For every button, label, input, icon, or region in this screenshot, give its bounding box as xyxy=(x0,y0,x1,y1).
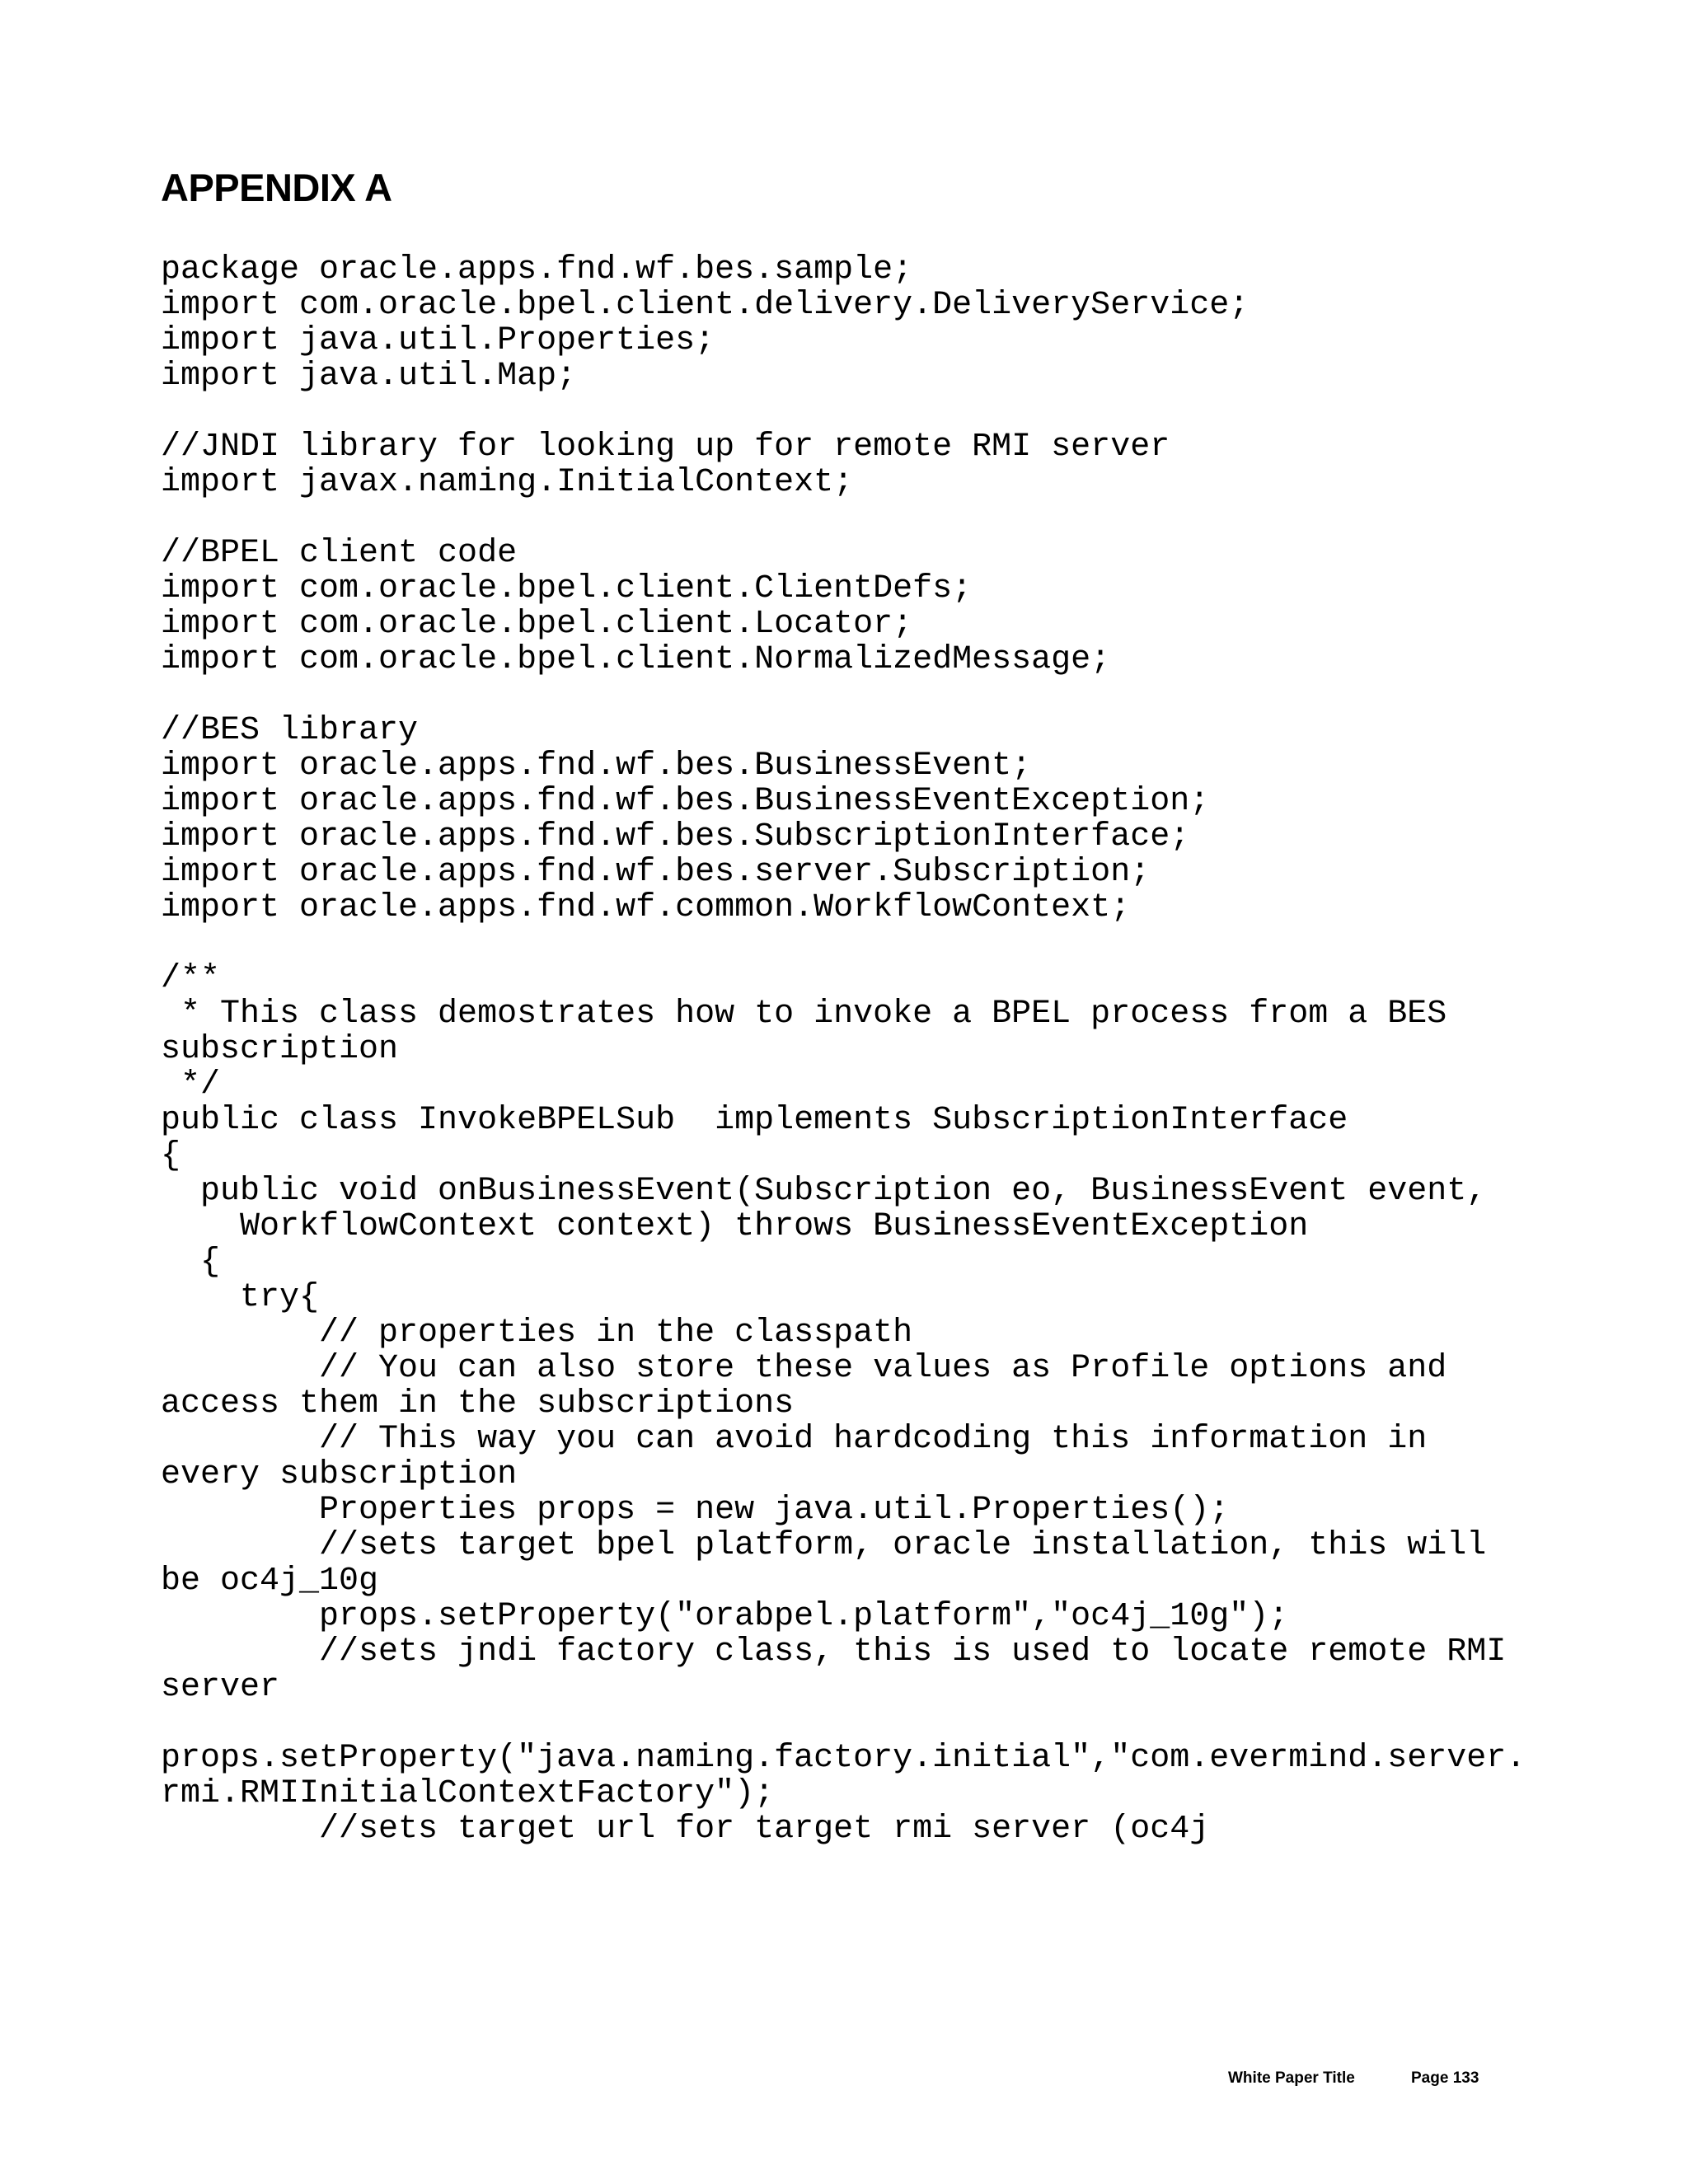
code-line: { xyxy=(161,1244,221,1281)
code-line: import com.oracle.bpel.client.delivery.DeliveryService; xyxy=(161,287,1250,324)
code-listing xyxy=(161,252,1526,1847)
code-line: // properties in the classpath xyxy=(161,1315,913,1352)
code-line: import oracle.apps.fnd.wf.bes.SubscriptionInterface; xyxy=(161,818,1190,855)
code-line: //JNDI library for looking up for remote RMI server xyxy=(161,429,1170,466)
code-line: every subscription xyxy=(161,1456,518,1493)
code-line: //sets target url for target rmi server (oc4j xyxy=(161,1811,1210,1848)
code-line: //BPEL client code xyxy=(161,535,518,572)
code-line: WorkflowContext context) throws BusinessEventException xyxy=(161,1208,1309,1245)
code-line: props.setProperty("java.naming.factory.initial","com.evermind.server. xyxy=(161,1740,1526,1777)
code-line xyxy=(161,1705,1526,1741)
code-line: //BES library xyxy=(161,712,419,749)
code-line: package oracle.apps.fnd.wf.bes.sample; xyxy=(161,251,913,288)
footer-page-number: Page 133 xyxy=(1411,2069,1479,2087)
code-line: //sets jndi factory class, this is used to locate remote RMI xyxy=(161,1633,1507,1671)
code-line: Properties props = new java.util.Properties(); xyxy=(161,1492,1230,1529)
code-line: import com.oracle.bpel.client.ClientDefs; xyxy=(161,570,973,607)
code-line: // You can also store these values as Profile options and xyxy=(161,1350,1447,1387)
appendix-heading: APPENDIX A xyxy=(161,166,392,209)
code-line: try{ xyxy=(161,1279,320,1316)
code-line: */ xyxy=(161,1066,221,1104)
code-line: import java.util.Map; xyxy=(161,358,577,395)
code-line: import oracle.apps.fnd.wf.bes.server.Subscription; xyxy=(161,854,1151,891)
code-line xyxy=(161,500,1526,536)
code-line: public void onBusinessEvent(Subscription eo, BusinessEvent event, xyxy=(161,1173,1487,1210)
code-line: subscription xyxy=(161,1031,399,1068)
page-footer xyxy=(1228,2069,1479,2088)
code-line: import oracle.apps.fnd.wf.bes.BusinessEventException; xyxy=(161,783,1210,820)
code-line xyxy=(161,394,1526,429)
code-line: import javax.naming.InitialContext; xyxy=(161,464,854,501)
code-line: rmi.RMIInitialContextFactory"); xyxy=(161,1775,775,1812)
code-line xyxy=(161,926,1526,961)
code-line: //sets target bpel platform, oracle installation, this will xyxy=(161,1527,1487,1564)
code-line: // This way you can avoid hardcoding this information in xyxy=(161,1421,1428,1458)
code-line: props.setProperty("orabpel.platform","oc4j_10g"); xyxy=(161,1598,1289,1635)
code-line: import java.util.Properties; xyxy=(161,322,715,359)
code-line: import com.oracle.bpel.client.Locator; xyxy=(161,606,913,643)
code-line xyxy=(161,677,1526,713)
code-line: be oc4j_10g xyxy=(161,1563,379,1600)
code-line: access them in the subscriptions xyxy=(161,1385,795,1422)
footer-title: White Paper Title xyxy=(1228,2069,1355,2087)
code-line: import oracle.apps.fnd.wf.common.WorkflowContext; xyxy=(161,889,1131,926)
code-line: * This class demostrates how to invoke a BPEL process from a BES xyxy=(161,996,1447,1033)
code-line: import com.oracle.bpel.client.NormalizedMessage; xyxy=(161,641,1111,678)
code-line: server xyxy=(161,1669,280,1706)
code-line: import oracle.apps.fnd.wf.bes.BusinessEvent; xyxy=(161,748,1032,785)
code-line: { xyxy=(161,1137,181,1174)
code-line: /** xyxy=(161,960,221,997)
code-line: public class InvokeBPELSub implements SubscriptionInterface xyxy=(161,1102,1348,1139)
